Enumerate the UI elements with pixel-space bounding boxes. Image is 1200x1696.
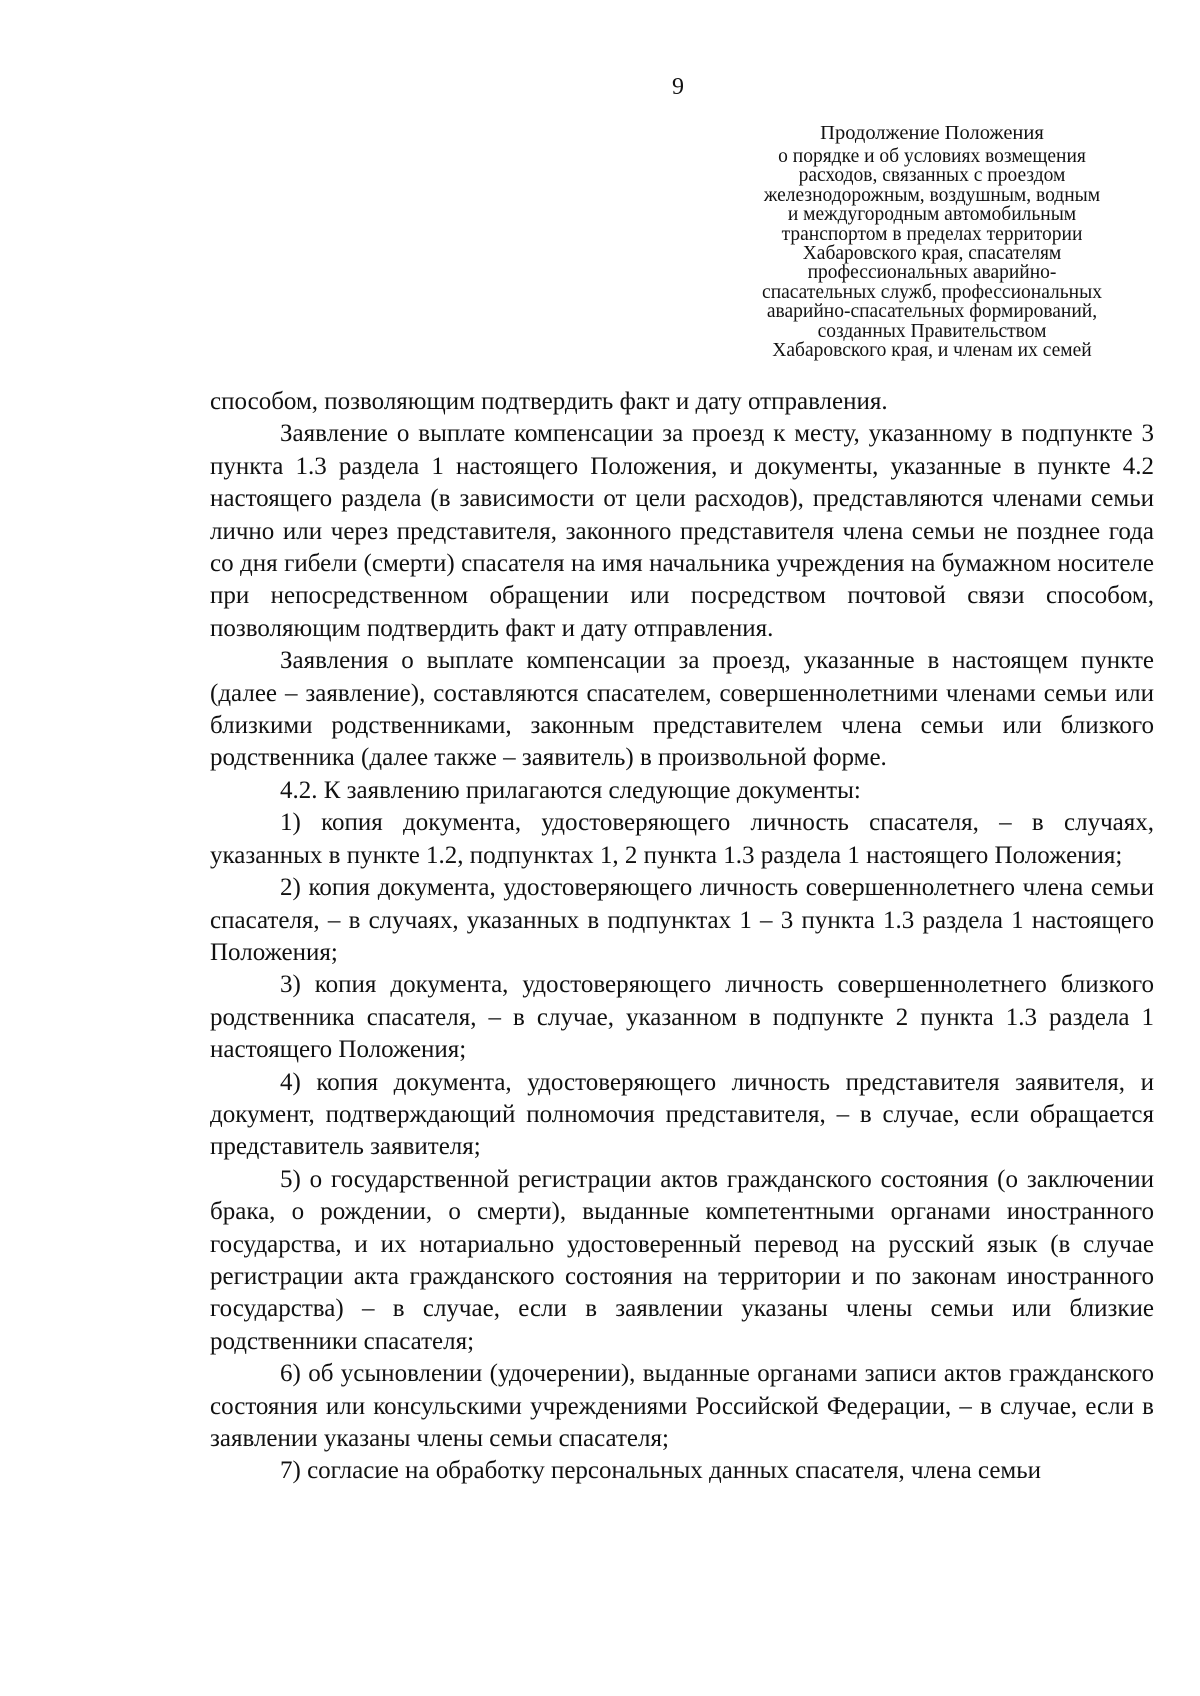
header-line: транспортом в пределах территории	[781, 223, 1083, 245]
header-line: Хабаровского края, спасателям	[802, 243, 1062, 265]
header-line: профессиональных аварийно-	[807, 262, 1057, 284]
header-line: Хабаровского края, и членам их семей	[772, 340, 1092, 362]
list-item-4: 4) копия документа, удостоверяющего личность представителя заявителя, и документ, подтверждающий полномочия представителя, – в случае, если обращается представитель заявителя;	[210, 1068, 1154, 1161]
list-item-7: 7) согласие на обработку персональных данных спасателя, члена семьи	[280, 1457, 1042, 1485]
page-number: 9	[672, 74, 684, 100]
header-line: и междугородным автомобильным	[787, 204, 1077, 226]
list-item-1: 1) копия документа, удостоверяющего личность спасателя, – в случаях, указанных в пункте 1.2, подпунктах 1, 2 пункта 1.3 раздела 1 настоящего Положения;	[210, 809, 1154, 869]
paragraph-continuation: способом, позволяющим подтвердить факт и дату отправления.	[210, 388, 888, 415]
header-line: расходов, связанных с проездом	[798, 165, 1066, 187]
document-header	[724, 122, 1140, 360]
header-line: железнодорожным, воздушным, водным	[763, 184, 1101, 206]
paragraph-4-2: 4.2. К заявлению прилагаются следующие документы:	[280, 776, 861, 804]
header-line: аварийно-спасательных формирований,	[766, 301, 1098, 323]
list-item-6: 6) об усыновлении (удочерении), выданные органами записи актов гражданского состояния или консульскими учреждениями Российской Федерации, – в случае, если в заявлении указаны члены семьи спасателя;	[210, 1360, 1154, 1452]
list-item-5: 5) о государственной регистрации актов гражданского состояния (о заключении брака, о рождении, о смерти), выданные компетентными органами иностранного государства, и их нотариально удостоверенный перевод на русский язык (в случае регистрации акта гражданского состояния на территории и по законам иностранного государства) – в случае, если в заявлении указаны члены семьи или близкие родственники спасателя;	[210, 1165, 1154, 1355]
list-item-3: 3) копия документа, удостоверяющего личность совершеннолетнего близкого родственника спасателя, – в случае, указанном в подпункте 2 пункта 1.3 раздела 1 настоящего Положения;	[210, 971, 1154, 1064]
header-line: спасательных служб, профессиональных	[762, 281, 1102, 303]
header-line: о порядке и об условиях возмещения	[778, 146, 1086, 167]
list-item-2: 2) копия документа, удостоверяющего личность совершеннолетнего члена семьи спасателя, – в случаях, указанных в подпунктах 1 – 3 пункта 1.3 раздела 1 настоящего Положения;	[210, 874, 1154, 966]
paragraph-application-form: Заявления о выплате компенсации за проезд, указанные в настоящем пункте (далее – заявление), составляются спасателем, совершеннолетними членами семьи или близкими родственниками, законным представителем члена семьи или близкого родственника (далее также – заявитель) в произвольной форме.	[210, 647, 1154, 772]
header-title: Продолжение Положения	[820, 122, 1044, 144]
document-body	[210, 386, 1154, 1488]
paragraph-application-submission: Заявление о выплате компенсации за проезд к месту, указанному в подпункте 3 пункта 1.3 раздела 1 настоящего Положения, и документы, указанные в пункте 4.2 настоящего раздела (в зависимости от цели расходов), представляются членами семьи лично или через представителя, законного представителя члена семьи не позднее года со дня гибели (смерти) спасателя на имя начальника учреждения на бумажном носителе при непосредственном обращении или посредством почтовой связи способом, позволяющим подтвердить факт и дату отправления.	[210, 420, 1154, 642]
header-line: созданных Правительством	[817, 320, 1047, 342]
